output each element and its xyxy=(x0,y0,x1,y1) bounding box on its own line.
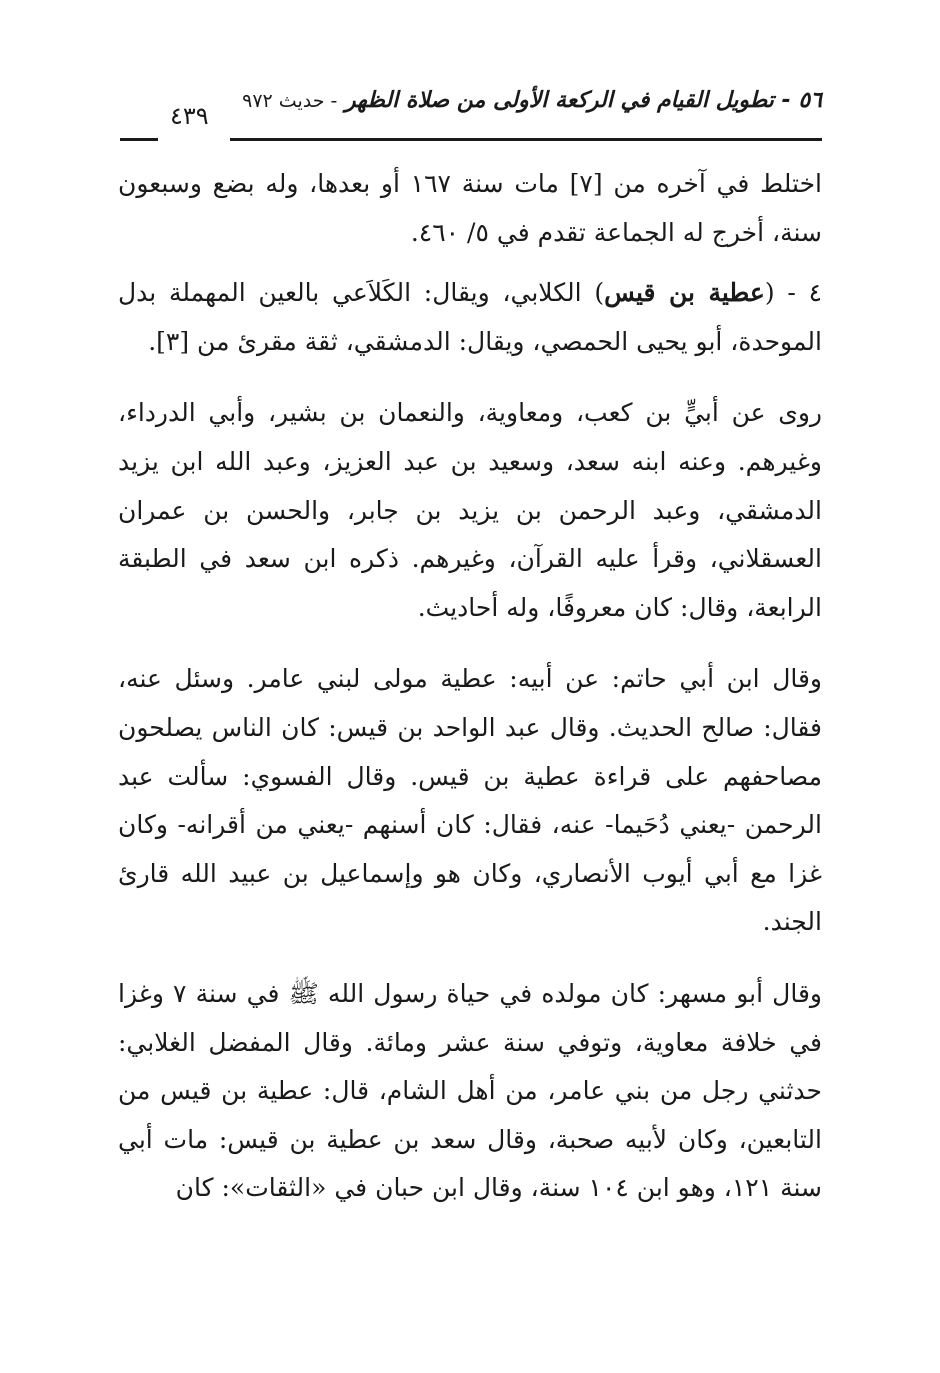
chapter-title: ٥٦ - تطويل القيام في الركعة الأولى من صلاة الظهر xyxy=(345,88,822,113)
entry-prefix: ٤ - ( xyxy=(764,278,822,308)
paragraph: وقال ابن أبي حاتم: عن أبيه: عطية مولى لبني عامر. وسئل عنه، فقال: صالح الحديث. وقال عبد الواحد بن قيس: كان الناس يصلحون مصاحفهم على قراءة عطية بن قيس. وقال الفسوي: سألت عبد الرحمن -يعني دُحَيما- عنه، فقال: كان أسنهم -يعني من أقرانه- وكان غزا مع أبي أيوب الأنصاري، وكان هو وإسماعيل بن عبيد الله قارئ الجند. xyxy=(118,664,822,937)
running-head xyxy=(242,88,822,113)
paragraph-narrator-entry xyxy=(118,269,822,366)
paragraph: روى عن أبيٍّ بن كعب، ومعاوية، والنعمان بن بشير، وأبي الدرداء، وغيرهم. وعنه ابنه سعد، وسعيد بن عبد العزيز، وعبد الله ابن يزيد الدمشقي، وعبد الرحمن بن يزيد بن جابر، والحسن بن عمران العسقلاني، وقرأ عليه القرآن، وغيرهم. ذكره ابن سعد في الطبقة الرابعة، وقال: كان معروفًا، وله أحاديث. xyxy=(118,398,822,622)
header-rule-short xyxy=(120,138,158,141)
entry-suffix: ) الكلابي، ويقال: الكَلاَعي بالعين المهملة بدل الموحدة، أبو يحيى الحمصي، ويقال: الدمشقي، ثقة مقرئ من [٣]. xyxy=(118,278,822,356)
body-text xyxy=(118,160,822,1213)
paragraph: وقال أبو مسهر: كان مولده في حياة رسول الله ﷺ في سنة ٧ وغزا في خلافة معاوية، وتوفي سنة عشر ومائة. وقال المفضل الغلابي: حدثني رجل من بني عامر، من أهل الشام، قال: عطية بن قيس من التابعين، وكان لأبيه صحبة، وقال سعد بن عطية بن قيس: مات أبي سنة ١٢١، وهو ابن ١٠٤ سنة، وقال ابن حبان في «الثقات»: كان xyxy=(118,978,822,1203)
page-number: ٤٣٩ xyxy=(170,102,209,130)
narrator-name: عطية بن قيس xyxy=(604,278,765,308)
paragraph: اختلط في آخره من [٧] مات سنة ١٦٧ أو بعدها، وله بضع وسبعون سنة، أخرج له الجماعة تقدم في ٥/ ٤٦٠. xyxy=(118,169,822,247)
page-header xyxy=(110,88,822,148)
header-rule xyxy=(230,138,822,141)
hadith-label: - حديث ٩٧٢ xyxy=(242,90,338,112)
